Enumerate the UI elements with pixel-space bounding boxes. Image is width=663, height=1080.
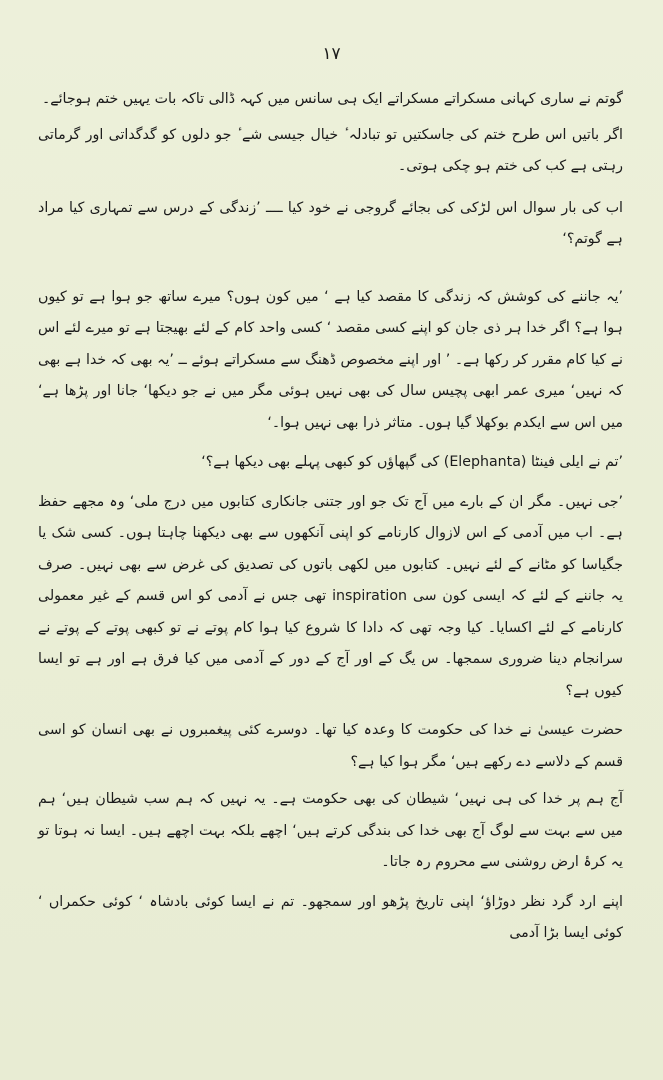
paragraph-1: گوتم نے ساری کہانی مسکراتے مسکراتے ایک ہی سانس میں کہہ ڈالی تاکہ بات یہیں ختم ہوجائے۔ [41, 91, 623, 107]
paragraph-5-text-before: ’تم نے ایلی فینٹا [526, 454, 623, 470]
paragraph-6 [38, 487, 623, 708]
paragraph-9: اپنے ارد گرد نظر دوڑاؤ‘ اپنی تاریخ پڑھو اور سمجھو۔ تم نے ایسا کوئی بادشاہ ‘ کوئی حکمراں ‘ کوئی ایسا بڑا آدمی [38, 893, 623, 941]
page-number: ۱۷ [322, 44, 341, 64]
paragraph-7: حضرت عیسیٰ نے خدا کی حکومت کا وعدہ کیا تھا۔ دوسرے کئی پیغمبروں نے بھی انسان کو اسی قسم کے دلاسے دے رکھے ہیں‘ مگر ہوا کیا ہے؟ [38, 722, 623, 770]
paragraph-5-latin-term: (Elephanta) [443, 454, 527, 470]
paragraph-5 [38, 447, 623, 479]
paragraph-6-latin-term: inspiration [332, 588, 408, 604]
paragraph-5-text-after: کی گپھاؤں کو کبھی پہلے بھی دیکھا ہے؟‘ [201, 454, 444, 470]
paragraph-6-text-after: تھی جس نے آدمی کو اس قسم کے غیر معمولی کارنامے کے لئے اکسایا۔ کیا وجہ تھی کہ دادا کا شروع کیا ہوا کام پوتے نے تو کبھی پوتے کے پوتے نے سرانجام دینا ضروری سمجھا۔ س یگ کے اور آج کے دور کے آدمی میں کیا فرق ہے اور ہے تو ایسا کیوں ہے؟ [38, 588, 623, 699]
text-body [38, 84, 623, 950]
paragraph-6-text-before: ’جی نہیں۔ مگر ان کے بارے میں آج تک جو اور جتنی جانکاری کتابوں میں درج ملی‘ وہ مجھے حفظ ہے۔ اب میں آدمی کے اس لازوال کارنامے کو اپنی آنکھوں سے بھی دیکھنا چاہتا ہوں۔ کسی شک یا جگیاسا کو مٹانے کے لئے نہیں۔ کتابوں میں لکھی باتوں کی تصدیق کی غرض سے بھی نہیں۔ صرف یہ جاننے کے لئے کہ ایسی کون سی [38, 493, 623, 604]
paragraph-8: آج ہم پر خدا کی ہی نہیں‘ شیطان کی بھی حکومت ہے۔ یہ نہیں کہ ہم سب شیطان ہیں‘ ہم میں سے بہت سے لوگ آج بھی خدا کی بندگی کرتے ہیں‘ اچھے بلکہ بہت اچھے ہیں۔ ایسا نہ ہوتا تو یہ کرۂ ارض روشنی سے محروم رہ جاتا۔ [38, 791, 623, 870]
paragraph-3: اب کی بار سوال اس لڑکی کی بجائے گروجی نے خود کیا ــــ ’زندگی کے درس سے تمہاری کیا مراد ہے گوتم؟‘ [38, 199, 623, 247]
paragraph-4: ’یہ جاننے کی کوشش کہ زندگی کا مقصد کیا ہے ‘ میں کون ہوں؟ میرے ساتھ جو ہوا ہے تو کیوں ہوا ہے؟ اگر خدا ہر ذی جان کو اپنے کسی مقصد ‘ کسی واحد کام کے لئے بھیجتا ہے تو میرے لئے اس نے کیا کام مقرر کر رکھا ہے۔ ’ اور اپنے مخصوص ڈھنگ سے مسکراتے ہوئے ــ ’یہ بھی کہ خدا ہے بھی کہ نہیں‘ میری عمر ابھی پچیس سال کی بھی نہیں ہوئی مگر میں نے جو دیکھا‘ جانا اور پڑھا ہے‘ میں اس سے ایکدم بوکھلا گیا ہوں۔ متاثر ذرا بھی نہیں ہوا۔‘ [38, 288, 623, 431]
paragraph-2: اگر باتیں اس طرح ختم کی جاسکتیں تو تبادلہ ٔ خیال جیسی شے ٔ جو دلوں کو گدگداتی اور گرماتی رہتی ہے کب کی ختم ہو چکی ہوتی۔ [38, 126, 623, 174]
